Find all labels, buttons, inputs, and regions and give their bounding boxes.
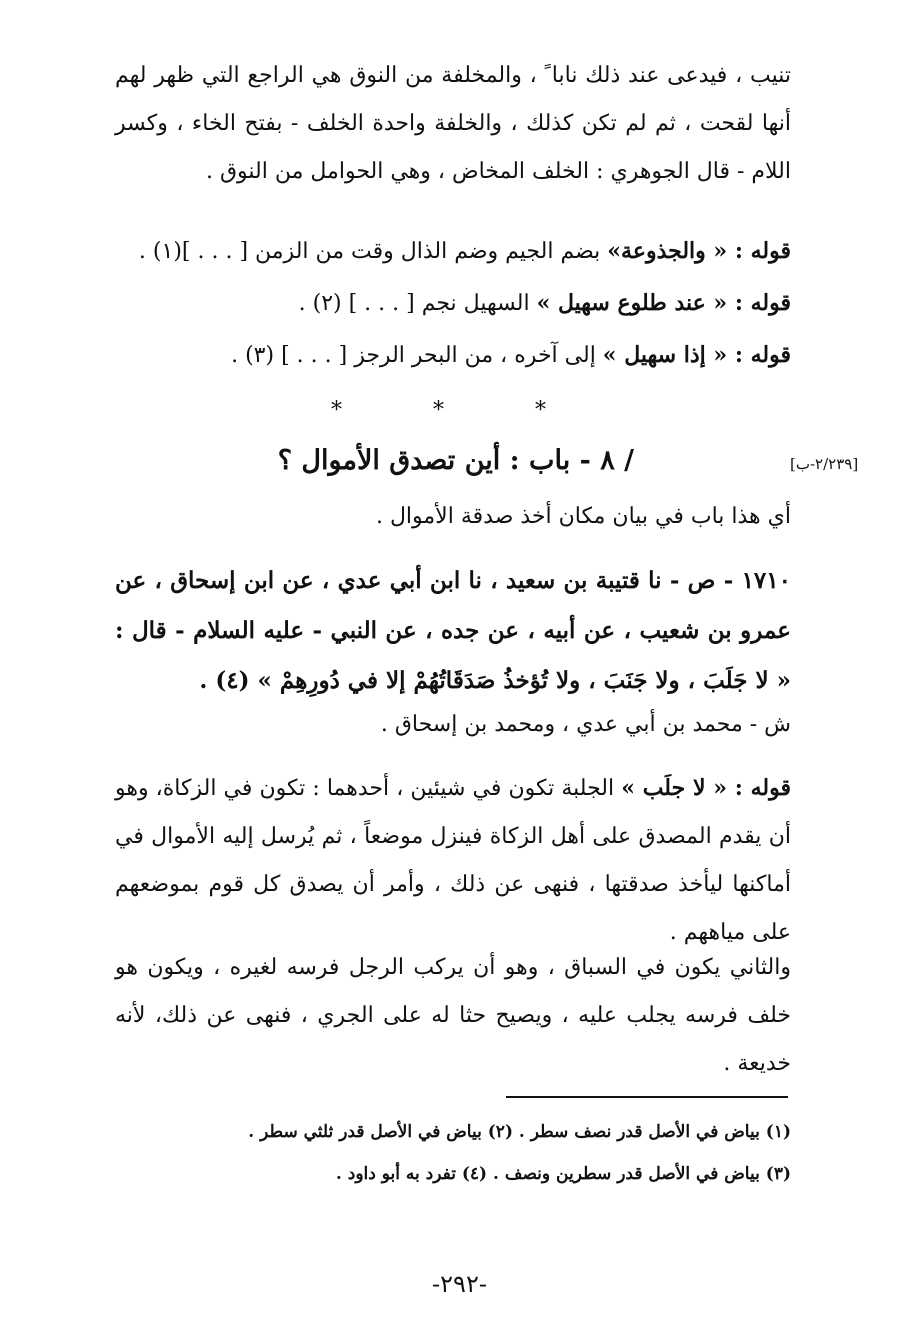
explanation-text: الجلبة تكون في شيئين ، أحدهما : تكون في الزكاة، وهو أن يقدم المصدق على أهل الزكاة فينزل موضعاً ، ثم يُرسل إليه الأموال في أماكنها ليأخذ صدقتها ، فنهى عن ذلك ، وأمر أن يصدق كل قوم بموضعهم على مياههم .: [115, 776, 791, 945]
footnote-line-2: (٣) بياض في الأصل قدر سطرين ونصف . (٤) تفرد به أبو داود .: [335, 1164, 791, 1184]
explanation-paragraph-1: [115, 764, 791, 957]
section-heading: / ٨ - باب : أين تصدق الأموال ؟: [277, 445, 634, 476]
gloss-text: السهيل نجم [ . . . ] (٢) .: [298, 291, 537, 316]
footnote-divider: [506, 1096, 788, 1098]
margin-reference: [٢/٢٣٩-ب]: [790, 455, 859, 473]
intro-paragraph: تنيب ، فيدعى عند ذلك نابا ً ، والمخلفة من النوق هي الراجع التي ظهر لهم أنها لقحت ، ثم لم تكن كذلك ، والخلفة واحدة الخلف - بفتح الخاء ، وكسر اللام - قال الجوهري : الخلف المخاض ، وهي الحوامل من النوق .: [115, 63, 791, 184]
section-explanation: أي هذا باب في بيان مكان أخذ صدقة الأموال .: [375, 504, 791, 529]
section-separator: * * *: [331, 398, 588, 423]
gloss-line-3: [231, 342, 791, 368]
gloss-lead: قوله : « عند طلوع سهيل »: [536, 290, 791, 316]
gloss-line-2: [299, 290, 791, 316]
gloss-line-1: [139, 238, 791, 264]
gloss-text: إلى آخره ، من البحر الرجز [ . . . ] (٣) .: [231, 343, 603, 368]
footnote-line-1: (١) بياض في الأصل قدر نصف سطر . (٢) بياض في الأصل قدر ثلثي سطر .: [248, 1122, 791, 1142]
gloss-text: بضم الجيم وضم الذال وقت من الزمن [ . . . ](١) .: [138, 239, 608, 264]
explanation-lead: قوله : « لا جلَب »: [621, 775, 791, 801]
hadith-text: ١٧١٠ - ص - نا قتيبة بن سعيد ، نا ابن أبي عدي ، عن ابن إسحاق ، عن عمرو بن شعيب ، عن أبيه ، عن جده ، عن النبي - عليه السلام - قال : « لا جَلَبَ ، ولا جَنَبَ ، ولا تُؤخذُ صَدَقَاتُهُمْ إلا في دُورِهِمْ » (٤) .: [115, 567, 791, 694]
commentary-narrators: ش - محمد بن أبي عدي ، ومحمد بن إسحاق .: [380, 712, 791, 737]
page-number: -٢٩٢-: [432, 1270, 487, 1298]
gloss-lead: قوله : « إذا سهيل »: [602, 342, 791, 368]
gloss-lead: قوله : « والجذوعة»: [607, 238, 791, 264]
explanation-paragraph-2: والثاني يكون في السباق ، وهو أن يركب الرجل فرسه لغيره ، ويكون هو خلف فرسه يجلب عليه ، ويصيح حثا له على الجري ، فنهى عن ذلك، لأنه خديعة .: [115, 955, 791, 1076]
